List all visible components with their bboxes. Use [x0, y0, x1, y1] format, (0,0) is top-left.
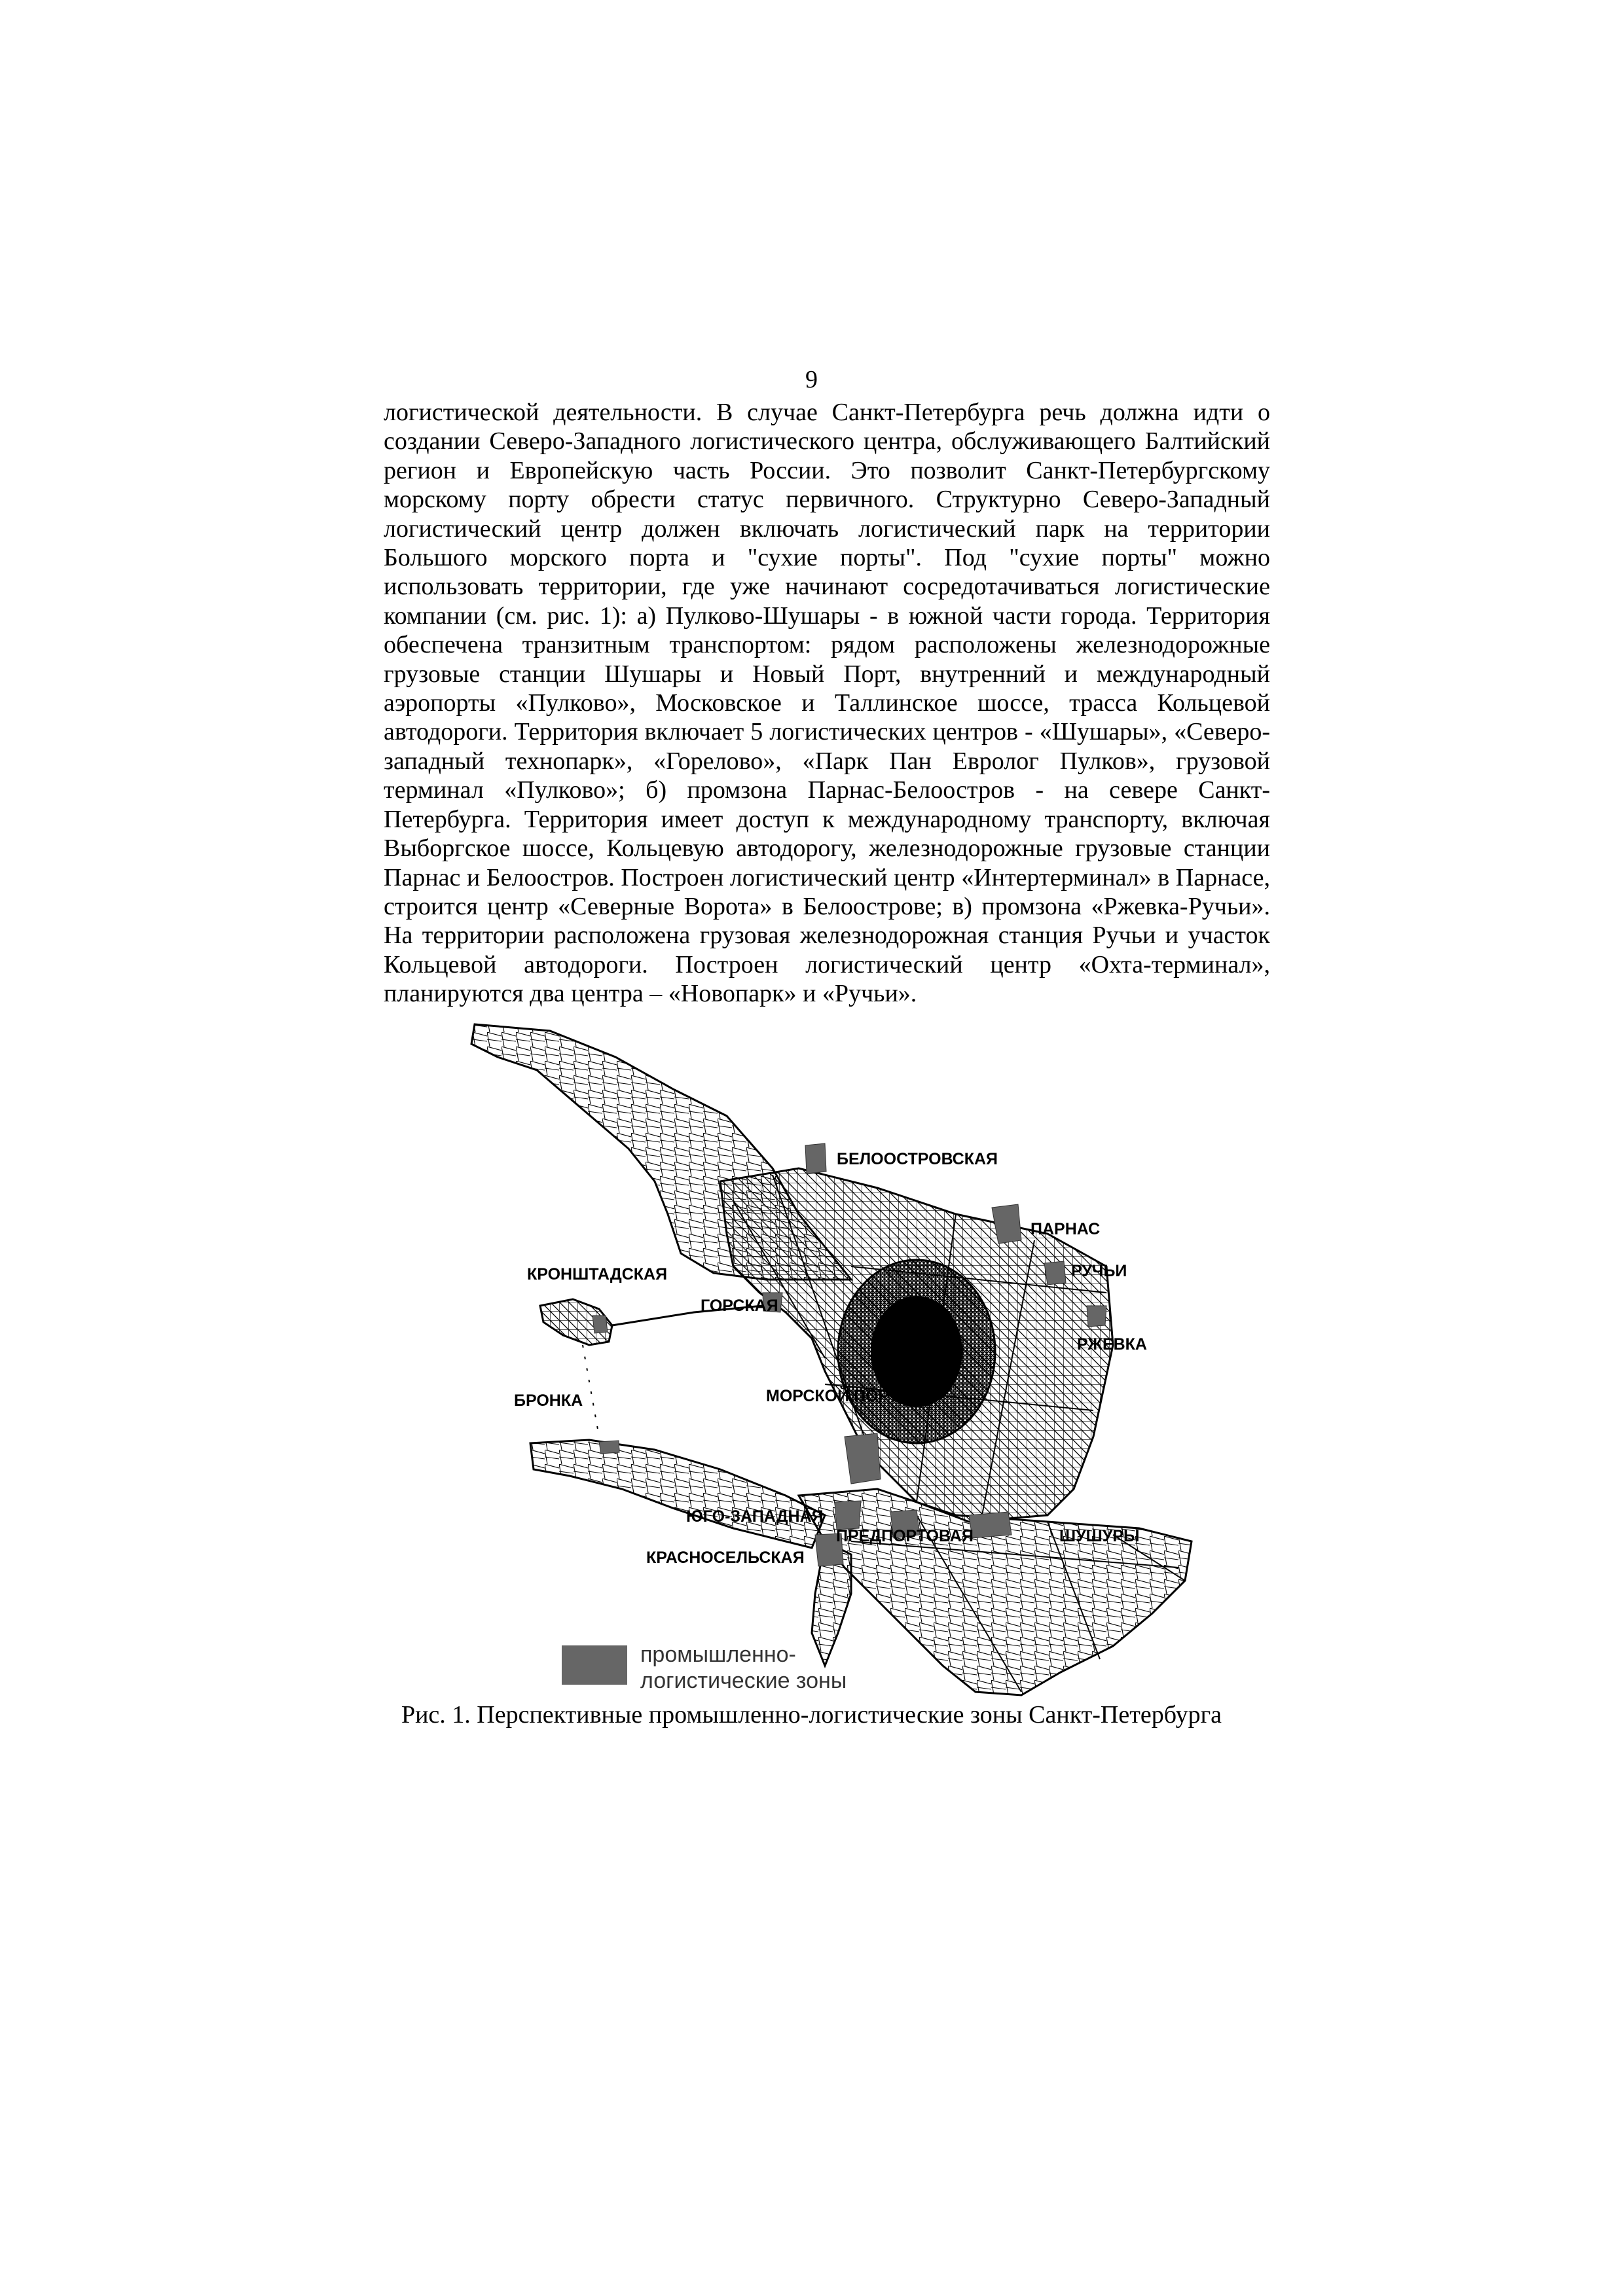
map-south-coast [530, 1440, 825, 1548]
legend-label-line1: промышленно- [640, 1642, 796, 1667]
label-bronka: БРОНКА [514, 1391, 583, 1410]
label-krasnoselskaya: КРАСНОСЕЛЬСКАЯ [646, 1549, 805, 1567]
page-number: 9 [805, 366, 818, 393]
legend-swatch [562, 1645, 627, 1685]
zone-yugo-zapadnaya [835, 1501, 861, 1530]
label-parnas: ПАРНАС [1030, 1220, 1101, 1238]
label-gorskaya: ГОРСКАЯ [701, 1297, 778, 1315]
label-rzhevka: РЖЕВКА [1077, 1335, 1147, 1354]
figure-caption: Рис. 1. Перспективные промышленно-логистические зоны Санкт-Петербурга [401, 1701, 1222, 1729]
zone-rzhevka [1087, 1306, 1106, 1327]
zone-ruchyi [1044, 1261, 1066, 1285]
legend-label [640, 1641, 981, 1694]
zone-kronshtadskaya [593, 1316, 608, 1333]
zone-bronka [599, 1441, 619, 1454]
label-beloostrovskaya: БЕЛООСТРОВСКАЯ [837, 1150, 998, 1168]
label-morskoy-port: МОРСКОЙ ПОРТ [766, 1387, 900, 1405]
map-legend [562, 1641, 981, 1694]
label-kronshtadskaya: КРОНШТАДСКАЯ [527, 1265, 668, 1283]
label-predportovaya: ПРЕДПОРТОВАЯ [836, 1527, 974, 1545]
label-ruchyi: РУЧЬИ [1071, 1262, 1127, 1280]
label-yugo-zapadnaya: ЮГО-ЗАПАДНАЯ [686, 1507, 824, 1526]
zone-morskoy-port [845, 1433, 881, 1484]
body-paragraph: логистической деятельности. В случае Санкт-Петербурга речь должна идти о создании Северо-Западного логистического центра, обслуживающего Балтийский регион и Европейскую часть России. Это позволит Санкт-Петербургскому морскому порту обрести статус первичного. Структурно Северо-Западный логистический центр должен включать логистический парк на территории Большого морского порта и "сухие порты". Под "сухие порты" можно использовать территории, где уже начинают сосредотачиваться логистические компании (см. рис. 1): а) Пулково-Шушары - в южной части города. Территория обеспечена транзитным транспортом: рядом расположены железнодорожные грузовые станции Шушары и Новый Порт, внутренний и международный аэропорты «Пулково», Московское и Таллинское шоссе, трасса Кольцевой автодороги. Территория включает 5 логистических центров - «Шушары», «Северо-западный технопарк», «Горелово», «Парк Пан Евролог Пулков», грузовой терминал «Пулково»; б) промзона Парнас-Белоостров - на севере Санкт-Петербурга. Территория имеет доступ к международному транспорту, включая Выборгское шоссе, Кольцевую автодорогу, железнодорожные грузовые станции Парнас и Белоостров. Построен логистический центр «Интертерминал» в Парнасе, строится центр «Северные Ворота» в Белоострове; в) промзона «Ржевка-Ручьи». На территории расположена грузовая железнодорожная станция Ручьи и участок Кольцевой автодороги. Построен логистический центр «Охта-терминал», планируются два центра – «Новопарк» и «Ручьи». [384, 399, 1270, 1008]
zone-beloostrovskaya [805, 1143, 826, 1174]
zone-shushary [969, 1512, 1012, 1538]
legend-label-line2: логистические зоны [640, 1668, 847, 1693]
label-shushary: ШУШУРЫ [1059, 1527, 1140, 1545]
city-map [458, 1018, 1211, 1698]
